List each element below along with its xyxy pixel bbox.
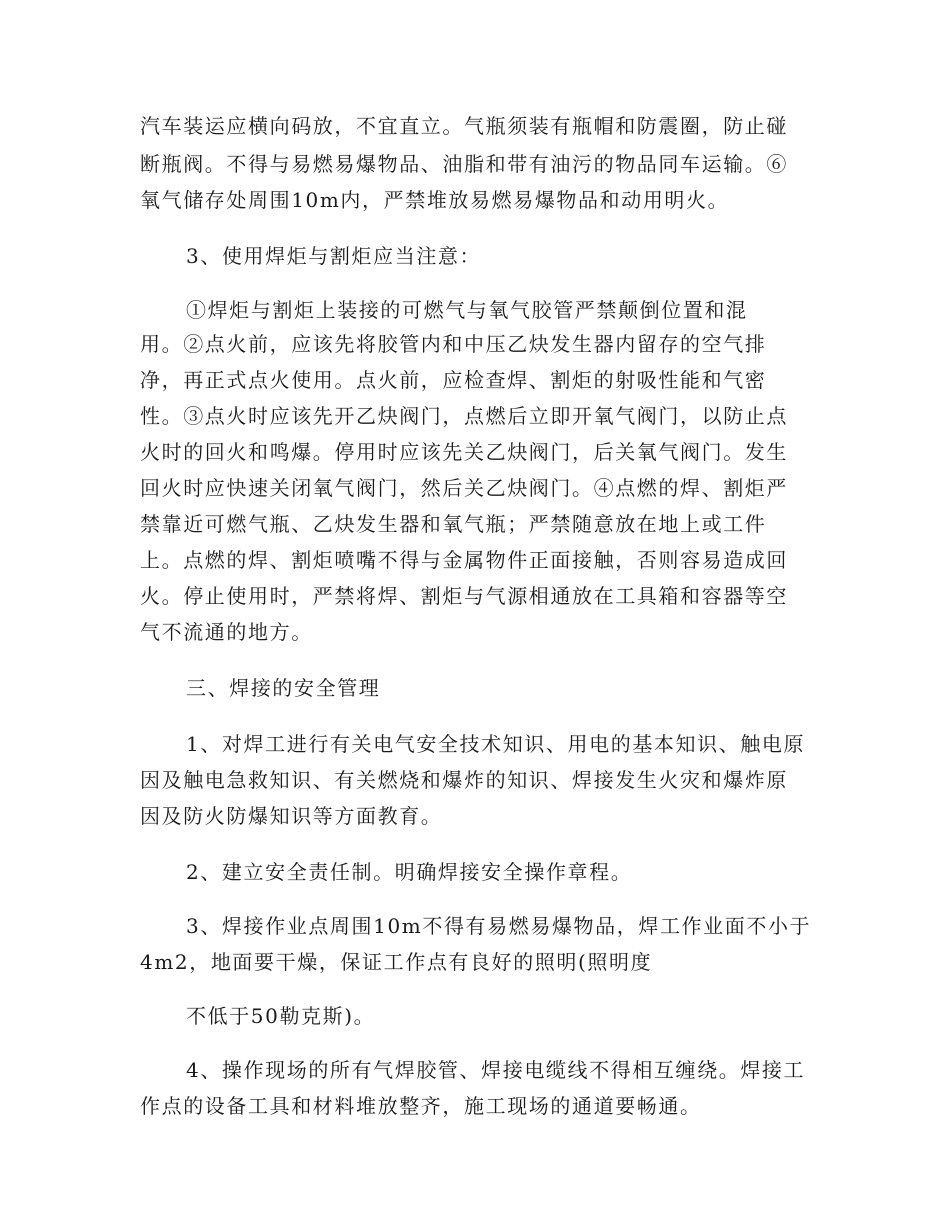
paragraph-line: 汽车装运应横向码放，不宜直立。气瓶须装有瓶帽和防震圈，防止碰: [140, 114, 788, 138]
paragraph-line: 断瓶阀。不得与易燃易爆物品、油脂和带有油污的物品同车运输。⑥: [140, 152, 788, 176]
paragraph-line: 氧气储存处周围10m内，严禁堆放易燃易爆物品和动用明火。: [140, 188, 730, 212]
section-heading: 3、使用焊炬与割炬应当注意：: [186, 244, 482, 268]
paragraph-line: 1、对焊工进行有关电气安全技术知识、用电的基本知识、触电原: [186, 732, 806, 756]
paragraph-line: 用。②点火前，应该先将胶管内和中压乙炔发生器内留存的空气排: [140, 332, 767, 356]
paragraph-line: 气不流通的地方。: [140, 620, 313, 644]
paragraph-line: 性。③点火时应该先开乙炔阀门，点燃后立即开氧气阀门，以防止点: [140, 404, 788, 428]
paragraph-line: 不低于50勒克斯)。: [186, 1004, 376, 1028]
paragraph-line: ①焊炬与割炬上装接的可燃气与氧气胶管严禁颠倒位置和混: [186, 298, 748, 322]
paragraph-line: 4m2，地面要干燥，保证工作点有良好的照明(照明度: [140, 950, 653, 974]
paragraph-line: 因及触电急救知识、有关燃烧和爆炸的知识、焊接发生火灾和爆炸原: [140, 768, 788, 792]
paragraph-line: 4、操作现场的所有气焊胶管、焊接电缆线不得相互缠绕。焊接工: [186, 1058, 806, 1082]
paragraph-line: 火。停止使用时，严禁将焊、割炬与气源相通放在工具箱和容器等空: [140, 584, 788, 608]
paragraph-line: 火时的回火和鸣爆。停用时应该先关乙炔阀门，后关氧气阀门。发生: [140, 440, 788, 464]
paragraph-line: 上。点燃的焊、割炬喷嘴不得与金属物件正面接触，否则容易造成回: [140, 548, 788, 572]
paragraph-line: 禁靠近可燃气瓶、乙炔发生器和氧气瓶；严禁随意放在地上或工件: [140, 512, 767, 536]
paragraph-line: 2、建立安全责任制。明确焊接安全操作章程。: [186, 860, 633, 884]
paragraph-line: 作点的设备工具和材料堆放整齐，施工现场的通道要畅通。: [140, 1094, 702, 1118]
paragraph-line: 回火时应快速关闭氧气阀门，然后关乙炔阀门。④点燃的焊、割炬严: [140, 476, 788, 500]
paragraph-line: 因及防火防爆知识等方面教育。: [140, 804, 443, 828]
section-heading: 三、焊接的安全管理: [186, 676, 381, 700]
paragraph-line: 3、焊接作业点周围10m不得有易燃易爆物品，焊工作业面不小于: [186, 914, 812, 938]
paragraph-line: 净，再正式点火使用。点火前，应检查焊、割炬的射吸性能和气密: [140, 368, 767, 392]
